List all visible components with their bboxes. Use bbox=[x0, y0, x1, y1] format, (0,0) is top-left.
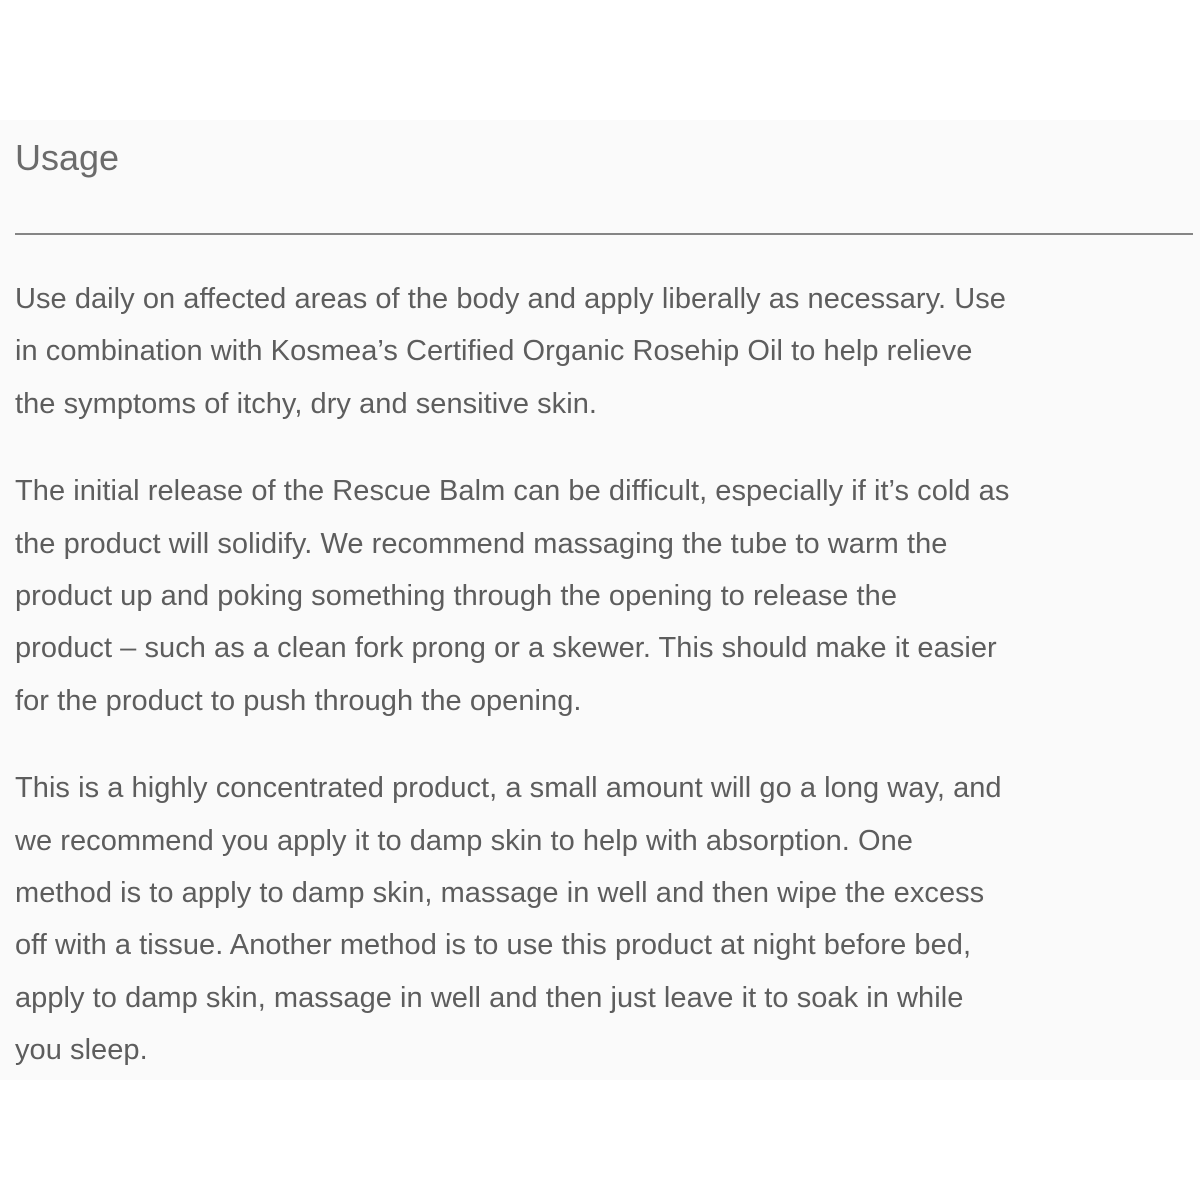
paragraph-line: for the product to push through the opening. bbox=[15, 684, 582, 717]
paragraph-line: product – such as a clean fork prong or a skewer. This should make it easier bbox=[15, 632, 997, 665]
paragraph-line: off with a tissue. Another method is to use this product at night before bed, bbox=[15, 929, 972, 962]
paragraph-line: Use daily on affected areas of the body and apply liberally as necessary. Use bbox=[15, 283, 1006, 315]
paragraph-line: you sleep. bbox=[15, 1034, 148, 1067]
paragraph-line: we recommend you apply it to damp skin to help with absorption. One bbox=[15, 824, 913, 857]
paragraph-line: product up and poking something through the opening to release the bbox=[15, 580, 897, 613]
usage-paragraph-1 bbox=[15, 273, 1195, 430]
section-title: Usage bbox=[15, 137, 120, 178]
paragraph-line: in combination with Kosmea’s Certified Organic Rosehip Oil to help relieve bbox=[15, 335, 973, 368]
usage-panel bbox=[0, 120, 1200, 1080]
usage-content bbox=[15, 273, 1195, 1077]
paragraph-line: apply to damp skin, massage in well and then just leave it to soak in while bbox=[15, 981, 964, 1014]
paragraph-line: the symptoms of itchy, dry and sensitive skin. bbox=[15, 387, 597, 420]
paragraph-line: method is to apply to damp skin, massage in well and then wipe the excess bbox=[15, 877, 985, 910]
paragraph-line: The initial release of the Rescue Balm can be difficult, especially if it’s cold as bbox=[15, 475, 1010, 508]
paragraph-line: This is a highly concentrated product, a small amount will go a long way, and bbox=[15, 772, 1002, 805]
usage-paragraph-3 bbox=[15, 762, 1195, 1076]
divider bbox=[15, 233, 1193, 235]
usage-paragraph-2 bbox=[15, 465, 1195, 727]
paragraph-line: the product will solidify. We recommend massaging the tube to warm the bbox=[15, 527, 948, 560]
